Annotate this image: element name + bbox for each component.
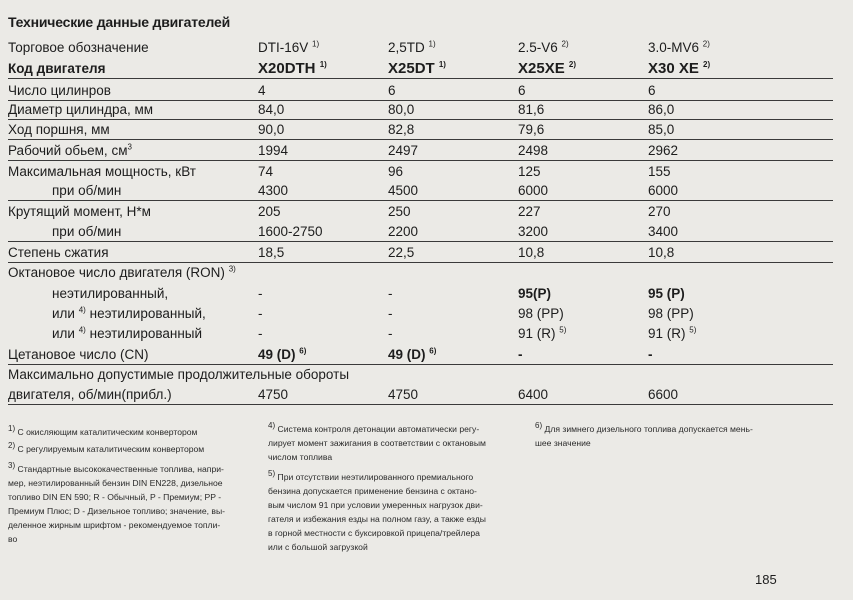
value-cell: 86,0 bbox=[648, 102, 675, 117]
value-cell: X25DT $^{1)}$ bbox=[388, 60, 446, 77]
footnote-6: $^{6)}$ Для зимнего дизельного топлива допускается мень- шее значение bbox=[535, 421, 753, 448]
footnote-5: $^{5)}$ При отсутствии неэтилированного премиального бензина допускается применение бензина с октано- вым числом 91 при условии умеренных нагрузок дви- гателя и избежания езды на полном газу, а также езды в горной местности с буксировкой прицепа/трейлера или с большой загрузкой bbox=[268, 469, 486, 552]
row-label: или $^{4)}$ неэтилированный bbox=[52, 325, 203, 341]
value-cell: 4 bbox=[258, 83, 266, 98]
value-cell: - bbox=[258, 286, 263, 301]
table-row bbox=[8, 283, 833, 303]
value-cell: 10,8 bbox=[648, 245, 675, 260]
table-row bbox=[8, 58, 833, 79]
row-label: Ход поршня, мм bbox=[8, 122, 110, 137]
value-cell: - bbox=[258, 306, 263, 321]
value-cell: 96 bbox=[388, 164, 404, 179]
value-cell: 10,8 bbox=[518, 245, 545, 260]
value-cell: 22,5 bbox=[388, 245, 415, 260]
row-label: Степень сжатия bbox=[8, 245, 109, 260]
value-cell: - bbox=[648, 347, 653, 362]
page-number: 185 bbox=[755, 572, 777, 587]
value-cell: DTI-16V $^{1)}$ bbox=[258, 39, 320, 55]
table-row bbox=[8, 37, 833, 57]
value-cell: 80,0 bbox=[388, 102, 415, 117]
value-cell: 6 bbox=[388, 83, 396, 98]
value-cell: 49 (D) $^{6)}$ bbox=[388, 346, 437, 362]
value-cell: 85,0 bbox=[648, 122, 675, 137]
table-row bbox=[8, 221, 833, 242]
value-cell: 3.0-MV6 $^{2)}$ bbox=[648, 39, 710, 55]
footnote-1: $^{1)}$ С окисляющим каталитическим конвертором bbox=[8, 424, 198, 437]
value-cell: 98 (PP) bbox=[518, 306, 564, 321]
row-label: или $^{4)}$ неэтилированный, bbox=[52, 305, 206, 321]
row-label: Рабочий обьем, $см^3$ bbox=[8, 142, 132, 158]
value-cell: 91 (R) $^{5)}$ bbox=[648, 325, 697, 341]
value-cell: 205 bbox=[258, 204, 281, 219]
table-row bbox=[8, 364, 833, 384]
row-label: Крутящий момент, Н*м bbox=[8, 204, 151, 219]
value-cell: 98 (PP) bbox=[648, 306, 694, 321]
row-label: Диаметр цилиндра, мм bbox=[8, 102, 154, 117]
table-row bbox=[8, 344, 833, 365]
value-cell: 81,6 bbox=[518, 102, 545, 117]
value-cell: 95(P) bbox=[518, 286, 552, 301]
table-row bbox=[8, 303, 833, 323]
page-title: Технические данные двигателей bbox=[8, 14, 230, 30]
value-cell: 79,6 bbox=[518, 122, 545, 137]
footnote-4: $^{4)}$ Система контроля детонации автоматически регу- лирует момент зажигания в соответствии с октановым числом топлива bbox=[268, 421, 486, 462]
value-cell: 6600 bbox=[648, 387, 679, 402]
value-cell: - bbox=[388, 306, 393, 321]
value-cell: 4500 bbox=[388, 183, 419, 198]
value-cell: - bbox=[258, 326, 263, 341]
footnote-2: $^{2)}$ С регулируемым каталитическим конвертором bbox=[8, 441, 205, 454]
value-cell: - bbox=[388, 326, 393, 341]
value-cell: 250 bbox=[388, 204, 411, 219]
row-label: Число цилинров bbox=[8, 83, 111, 98]
value-cell: 2,5TD $^{1)}$ bbox=[388, 39, 436, 55]
table-row bbox=[8, 180, 833, 201]
table-row bbox=[8, 242, 833, 263]
table-row bbox=[8, 119, 833, 140]
value-cell: - bbox=[518, 347, 523, 362]
value-cell: 270 bbox=[648, 204, 671, 219]
value-cell: 6000 bbox=[518, 183, 549, 198]
value-cell: X30 XE $^{2)}$ bbox=[648, 60, 711, 77]
row-label: Код двигателя bbox=[8, 61, 106, 76]
value-cell: 155 bbox=[648, 164, 671, 179]
value-cell: 6000 bbox=[648, 183, 679, 198]
table-row bbox=[8, 80, 833, 101]
table-row bbox=[8, 161, 833, 181]
row-label: Цетановое число (CN) bbox=[8, 347, 149, 362]
footnote-3: $^{3)}$ Стандартные высококачественные топлива, напри- мер, неэтилированный бензин DIN EN228, дизельное топливо DIN EN 590; R - Обычный, P - Премиум; PP - Премиум Плюс; D - Дизельное топливо; значение, вы- деленное жирным шрифтом - рекомендуемое топли- во bbox=[8, 461, 225, 544]
value-cell: 3200 bbox=[518, 224, 549, 239]
value-cell: 6400 bbox=[518, 387, 549, 402]
value-cell: 4750 bbox=[388, 387, 419, 402]
value-cell: 84,0 bbox=[258, 102, 285, 117]
value-cell: 4300 bbox=[258, 183, 289, 198]
table-row bbox=[8, 99, 833, 120]
row-label: при об/мин bbox=[52, 183, 122, 198]
row-label: Октановое число двигателя (RON) $^{3)}$ bbox=[8, 264, 236, 280]
row-label: при об/мин bbox=[52, 224, 122, 239]
value-cell: 49 (D) $^{6)}$ bbox=[258, 346, 307, 362]
value-cell: X25XE $^{2)}$ bbox=[518, 60, 576, 77]
value-cell: 1994 bbox=[258, 143, 289, 158]
value-cell: 2200 bbox=[388, 224, 419, 239]
value-cell: X20DTH $^{1)}$ bbox=[258, 60, 327, 77]
value-cell: 95 (P) bbox=[648, 286, 685, 301]
table-row bbox=[8, 384, 833, 405]
value-cell: 125 bbox=[518, 164, 541, 179]
row-label: Торговое обозначение bbox=[8, 40, 149, 55]
value-cell: - bbox=[388, 286, 393, 301]
value-cell: 90,0 bbox=[258, 122, 285, 137]
value-cell: 74 bbox=[258, 164, 274, 179]
value-cell: 4750 bbox=[258, 387, 289, 402]
row-label: неэтилированный, bbox=[52, 286, 169, 301]
value-cell: 6 bbox=[648, 83, 656, 98]
value-cell: 2962 bbox=[648, 143, 679, 158]
value-cell: 2.5-V6 $^{2)}$ bbox=[518, 39, 569, 55]
value-cell: 91 (R) $^{5)}$ bbox=[518, 325, 567, 341]
value-cell: 6 bbox=[518, 83, 526, 98]
row-label: Максимально допустимые продолжительные обороты bbox=[8, 367, 350, 382]
table-row bbox=[8, 201, 833, 221]
table-row bbox=[8, 323, 833, 343]
table-row bbox=[8, 140, 833, 161]
table-row bbox=[8, 262, 833, 282]
value-cell: 82,8 bbox=[388, 122, 415, 137]
value-cell: 18,5 bbox=[258, 245, 285, 260]
value-cell: 2498 bbox=[518, 143, 549, 158]
value-cell: 3400 bbox=[648, 224, 679, 239]
value-cell: 1600-2750 bbox=[258, 224, 323, 239]
row-label: двигателя, об/мин(прибл.) bbox=[8, 387, 172, 402]
row-label: Максимальная мощность, кВт bbox=[8, 164, 196, 179]
value-cell: 227 bbox=[518, 204, 541, 219]
value-cell: 2497 bbox=[388, 143, 419, 158]
